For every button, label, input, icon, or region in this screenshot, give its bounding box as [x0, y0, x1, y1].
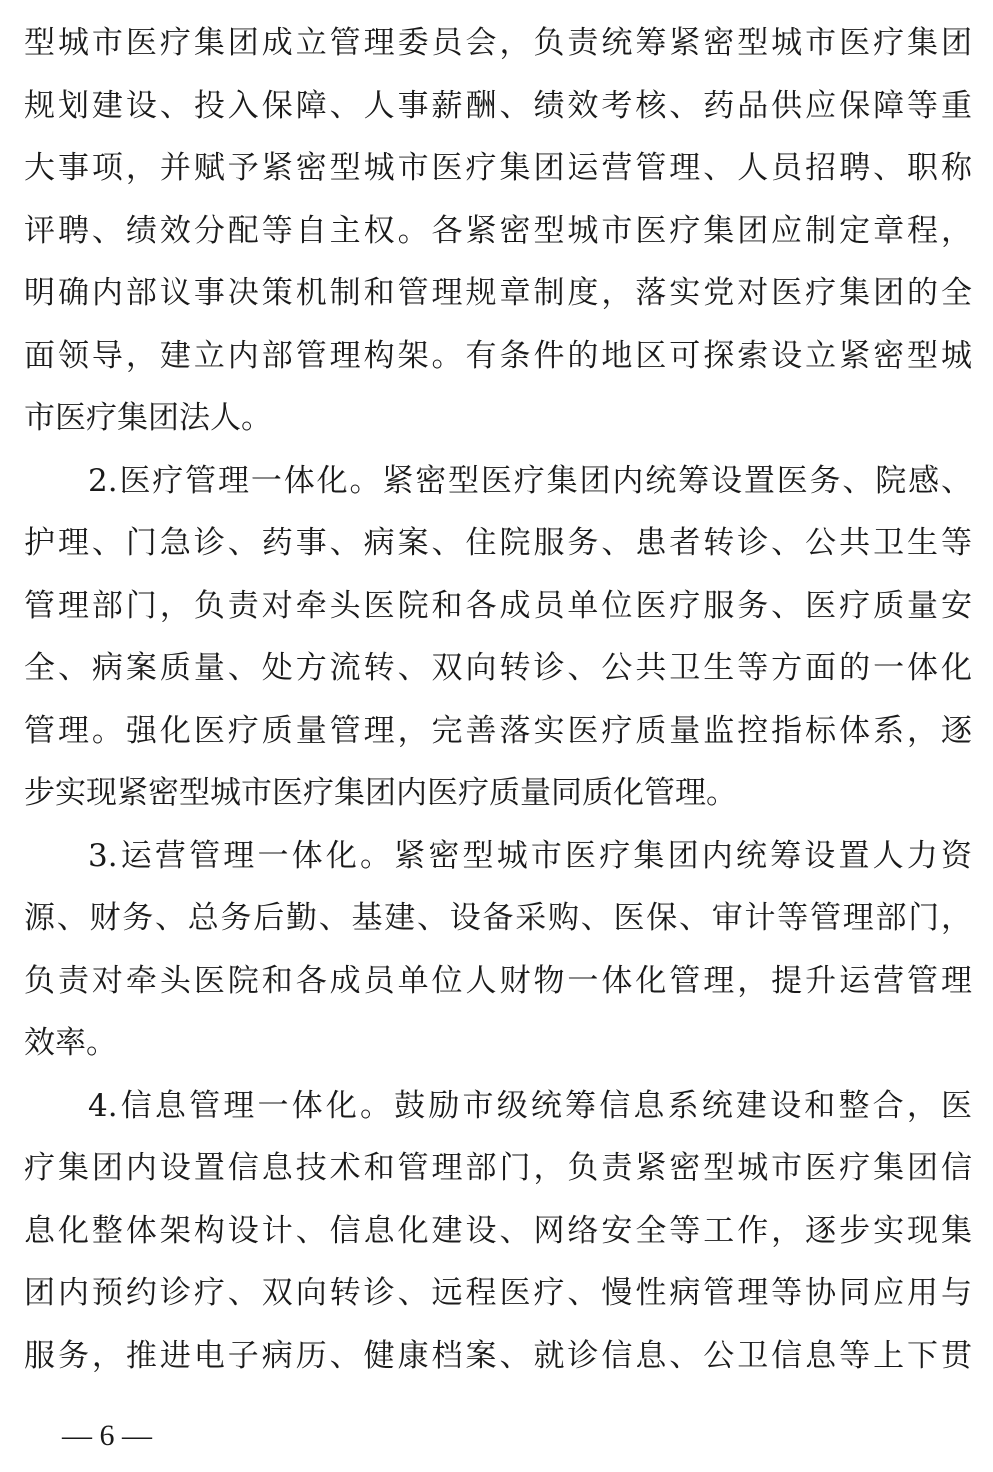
text-line: 步实现紧密型城市医疗集团内医疗质量同质化管理。	[24, 775, 737, 811]
document-body	[24, 12, 972, 1387]
text-line: 规划建设、投入保障、人事薪酬、绩效考核、药品供应保障等重	[24, 87, 972, 124]
text-line: 管理部门，负责对牵头医院和各成员单位医疗服务、医疗质量安	[24, 587, 972, 624]
text-line: 服务，推进电子病历、健康档案、就诊信息、公卫信息等上下贯	[24, 1337, 972, 1374]
page-number: — 6 —	[62, 1419, 152, 1452]
text-line: 团内预约诊疗、双向转诊、远程医疗、慢性病管理等协同应用与	[24, 1275, 972, 1311]
text-line: 型城市医疗集团成立管理委员会，负责统筹紧密型城市医疗集团	[24, 25, 972, 61]
text-line: 市医疗集团法人。	[24, 400, 272, 436]
text-line: 息化整体架构设计、信息化建设、网络安全等工作，逐步实现集	[24, 1212, 972, 1249]
text-line: 面领导，建立内部管理构架。有条件的地区可探索设立紧密型城	[24, 337, 972, 374]
text-line: 全、病案质量、处方流转、双向转诊、公共卫生等方面的一体化	[24, 650, 972, 686]
text-line: 负责对牵头医院和各成员单位人财物一体化管理，提升运营管理	[24, 962, 972, 999]
text-line: 护理、门急诊、药事、病案、住院服务、患者转诊、公共卫生等	[24, 525, 972, 561]
text-line: 效率。	[24, 1025, 117, 1061]
text-line: 2.医疗管理一体化。紧密型医疗集团内统筹设置医务、院感、	[88, 462, 972, 499]
text-line: 大事项，并赋予紧密型城市医疗集团运营管理、人员招聘、职称	[24, 150, 972, 186]
text-line: 3.运营管理一体化。紧密型城市医疗集团内统筹设置人力资	[88, 837, 972, 874]
text-line: 评聘、绩效分配等自主权。各紧密型城市医疗集团应制定章程，	[24, 212, 972, 249]
text-line: 疗集团内设置信息技术和管理部门，负责紧密型城市医疗集团信	[24, 1150, 972, 1186]
text-line: 管理。强化医疗质量管理，完善落实医疗质量监控指标体系，逐	[24, 712, 972, 749]
text-line: 4.信息管理一体化。鼓励市级统筹信息系统建设和整合，医	[88, 1087, 972, 1124]
text-line: 源、财务、总务后勤、基建、设备采购、医保、审计等管理部门，	[24, 900, 972, 936]
text-line: 明确内部议事决策机制和管理规章制度，落实党对医疗集团的全	[24, 275, 972, 311]
